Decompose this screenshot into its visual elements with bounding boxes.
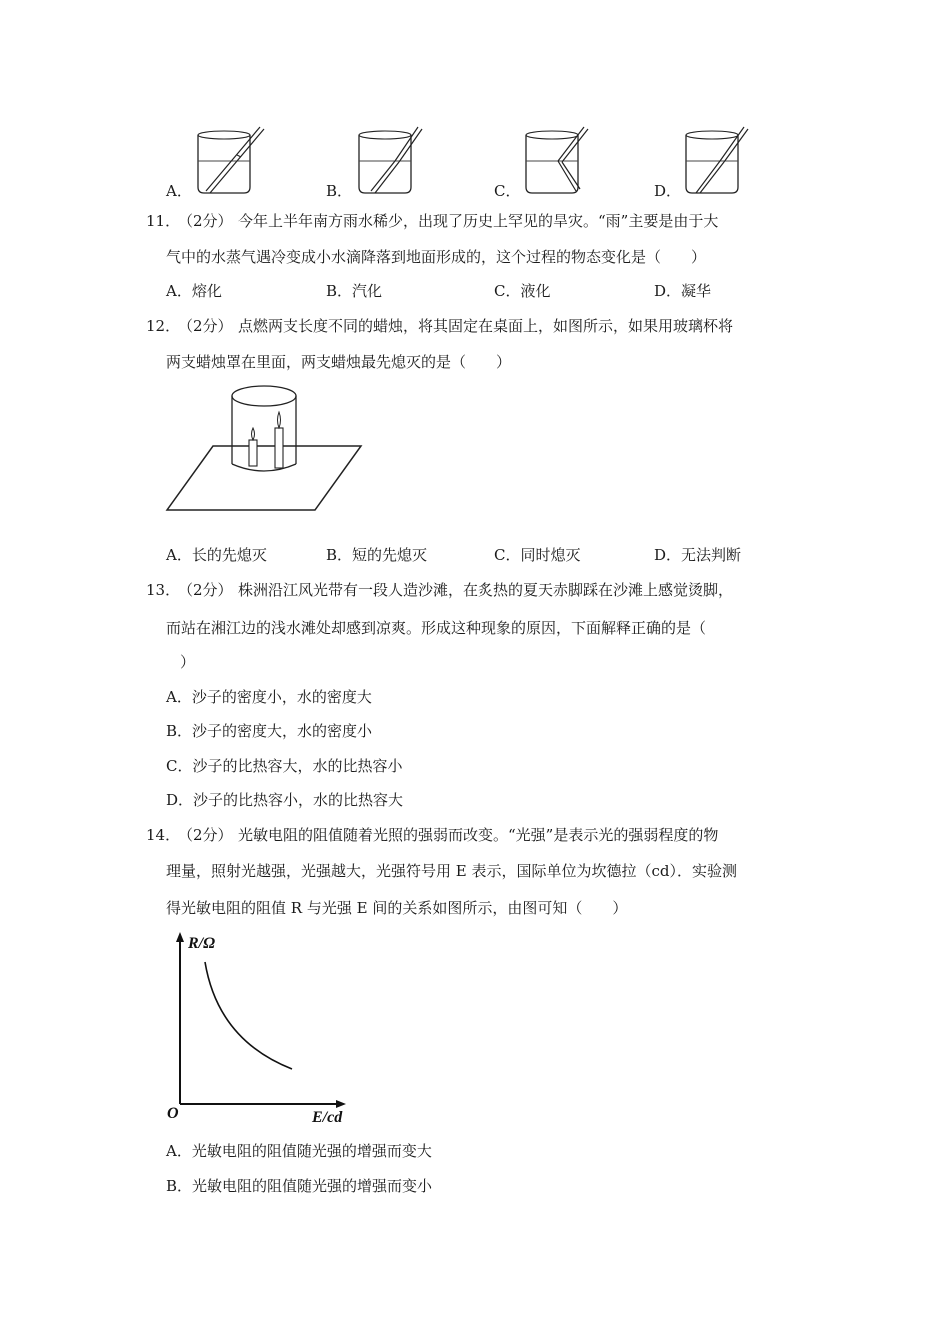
q13-score: （2分） <box>178 581 233 599</box>
q11-option-b[interactable]: B．汽化 <box>326 282 383 300</box>
q12-option-d[interactable]: D．无法判断 <box>654 546 742 564</box>
q11-number: 11． <box>146 212 181 230</box>
q14-stem-line2: 理量，照射光越强，光强越大，光强符号用 E 表示，国际单位为坎德拉（cd）．实验测 <box>166 862 737 880</box>
graph-origin-label: O <box>167 1105 179 1122</box>
q11-stem-line1: 今年上半年南方雨水稀少，出现了历史上罕见的旱灾。“雨”主要是由于大 <box>238 212 719 230</box>
q12-option-a[interactable]: A．长的先熄灭 <box>166 546 267 564</box>
q13-option-a[interactable]: A．沙子的密度小，水的密度大 <box>166 688 372 706</box>
q10-option-d-label[interactable]: D． <box>654 182 682 200</box>
q12-option-b[interactable]: B．短的先熄灭 <box>326 546 428 564</box>
q13-number: 13． <box>146 581 181 599</box>
q13-stem-line3: ） <box>180 653 196 671</box>
q10-option-a-label[interactable]: A． <box>166 182 192 200</box>
q11-option-a[interactable]: A．熔化 <box>166 282 222 300</box>
q12-option-c[interactable]: C．同时熄灭 <box>494 546 581 564</box>
q14-option-b[interactable]: B．光敏电阻的阻值随光强的增强而变小 <box>166 1177 433 1195</box>
q13-option-c[interactable]: C．沙子的比热容大，水的比热容小 <box>166 757 403 775</box>
q11-option-c[interactable]: C．液化 <box>494 282 551 300</box>
q13-option-b[interactable]: B．沙子的密度大，水的密度小 <box>166 722 373 740</box>
graph-x-axis-label: E/cd <box>312 1109 343 1126</box>
beaker-figure-d <box>682 125 752 197</box>
q11-score: （2分） <box>178 212 233 230</box>
resistance-light-graph <box>160 928 360 1128</box>
q14-number: 14． <box>146 826 181 844</box>
q14-option-a[interactable]: A．光敏电阻的阻值随光强的增强而变大 <box>166 1142 432 1160</box>
beaker-figure-b <box>355 125 425 197</box>
q12-stem-line2: 两支蜡烛罩在里面，两支蜡烛最先熄灭的是（ ） <box>166 353 512 371</box>
q13-option-d[interactable]: D．沙子的比热容小，水的比热容大 <box>166 791 404 809</box>
candle-glass-figure <box>165 382 365 512</box>
q11-stem-line2: 气中的水蒸气遇冷变成小水滴降落到地面形成的，这个过程的物态变化是（ ） <box>166 248 707 266</box>
q14-stem-line3: 得光敏电阻的阻值 R 与光强 E 间的关系如图所示，由图可知（ ） <box>166 899 628 917</box>
beaker-figure-c <box>522 125 592 197</box>
q12-stem-line1: 点燃两支长度不同的蜡烛，将其固定在桌面上，如图所示，如果用玻璃杯将 <box>238 317 734 335</box>
q12-score: （2分） <box>178 317 233 335</box>
q12-number: 12． <box>146 317 181 335</box>
q10-option-c-label[interactable]: C． <box>494 182 521 200</box>
q10-option-b-label[interactable]: B． <box>326 182 353 200</box>
q13-stem-line1: 株洲沿江风光带有一段人造沙滩，在炙热的夏天赤脚踩在沙滩上感觉烫脚， <box>238 581 734 599</box>
q11-option-d[interactable]: D．凝华 <box>654 282 712 300</box>
graph-y-axis-label: R/Ω <box>188 935 216 952</box>
beaker-figure-a <box>190 125 260 197</box>
q14-score: （2分） <box>178 826 233 844</box>
q13-stem-line2: 而站在湘江边的浅水滩处却感到凉爽。形成这种现象的原因，下面解释正确的是（ <box>166 619 707 637</box>
q14-stem-line1: 光敏电阻的阻值随着光照的强弱而改变。“光强”是表示光的强弱程度的物 <box>238 826 719 844</box>
